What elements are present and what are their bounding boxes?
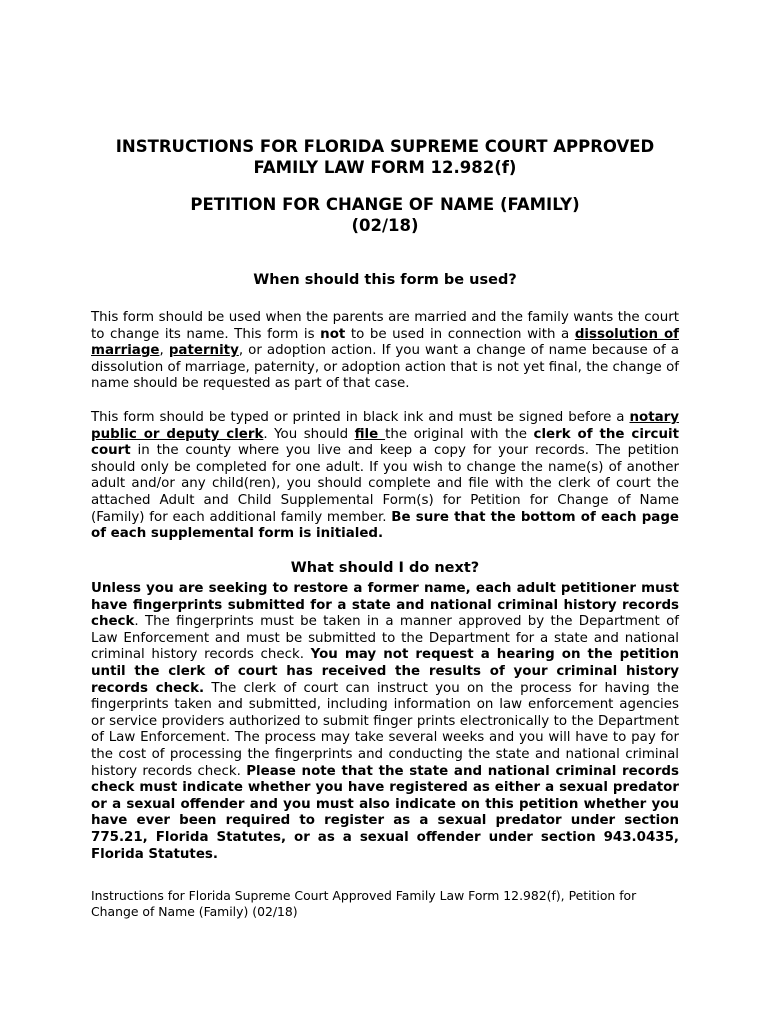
subtitle-line-2: (02/18)	[351, 216, 419, 235]
bold-text: Be sure that the bottom of each page of each supplemental form is initialed.	[91, 509, 679, 542]
bold-text: Unless you are seeking to restore a former name, each adult petitioner must have fingerprints submitted for a state and national criminal history records check	[91, 581, 679, 630]
text: This form should be used when the parents are married and the family wants the court to change its name. This form is	[91, 310, 679, 342]
bold-text: not	[320, 326, 346, 342]
text: to be used in connection with a	[345, 326, 575, 342]
link-notary-public[interactable]: notary public or deputy clerk	[91, 410, 679, 442]
footer-line-1: Instructions for Florida Supreme Court Approved Family Law Form 12.982(f), Petition for	[91, 888, 637, 903]
footer-line-2: Change of Name (Family) (02/18)	[91, 904, 298, 919]
text: , or adoption action. If you want a change of name because of a dissolution of marriage, paternity, or adoption action that is not yet final, the change of name should be requested as part of that case.	[91, 343, 679, 392]
paragraph-filing	[91, 410, 679, 543]
title-line-1: INSTRUCTIONS FOR FLORIDA SUPREME COURT APPROVED	[115, 137, 655, 156]
text: . You should	[263, 426, 355, 442]
section-heading-next: What should I do next?	[290, 560, 480, 576]
link-paternity[interactable]: paternity	[168, 343, 239, 359]
document-title	[60, 136, 710, 178]
bold-text: Please note that the state and national criminal records check must indicate whether you have registered as either a sexual predator or a sexual offender and you must also indicate on this petition whether you have ever been required to register as a sexual predator under section 775.21, Florida Statutes, or as a sexual offender under section 943.0435, Florida Statutes.	[91, 763, 679, 862]
text: the original with the	[385, 426, 534, 442]
link-dissolution-of-marriage[interactable]: dissolution of marriage	[91, 326, 679, 359]
bold-text: clerk of the circuit court	[91, 426, 679, 459]
paragraph-usage	[91, 310, 679, 393]
text: in the county where you live and keep a copy for your records. The petition should only be completed for one adult. If you wish to change the name(s) of another adult and/or any child(ren), you should complete and file with the clerk of court the attached Adult and Child Supplemental Form(s) for Petition for Change of Name (Family) for each additional family member.	[91, 443, 679, 525]
paragraph-fingerprints	[91, 581, 679, 863]
text: . The fingerprints must be taken in a manner approved by the Department of Law Enforcement and must be submitted to the Department for a state and national criminal history records check.	[91, 614, 679, 663]
form-subtitle	[60, 194, 710, 236]
bold-text: You may not request a hearing on the petition until the clerk of court has received the results of your criminal history records check.	[91, 647, 680, 696]
text: The clerk of court can instruct you on the process for having the fingerprints taken and submitted, including information on law enforcement agencies or service providers authorized to submit finger prints electronically to the Department of Law Enforcement. The process may take several weeks and you will have to pay for the cost of processing the fingerprints and conducting the state and national criminal history records check.	[91, 680, 679, 779]
link-file[interactable]: file	[354, 426, 386, 442]
title-line-2: FAMILY LAW FORM 12.982(f)	[253, 158, 517, 177]
text: ,	[159, 343, 169, 359]
subtitle-line-1: PETITION FOR CHANGE OF NAME (FAMILY)	[190, 195, 580, 214]
section-heading-when: When should this form be used?	[253, 272, 517, 288]
page-footer	[91, 888, 679, 920]
text: This form should be typed or printed in black ink and must be signed before a	[91, 410, 630, 425]
